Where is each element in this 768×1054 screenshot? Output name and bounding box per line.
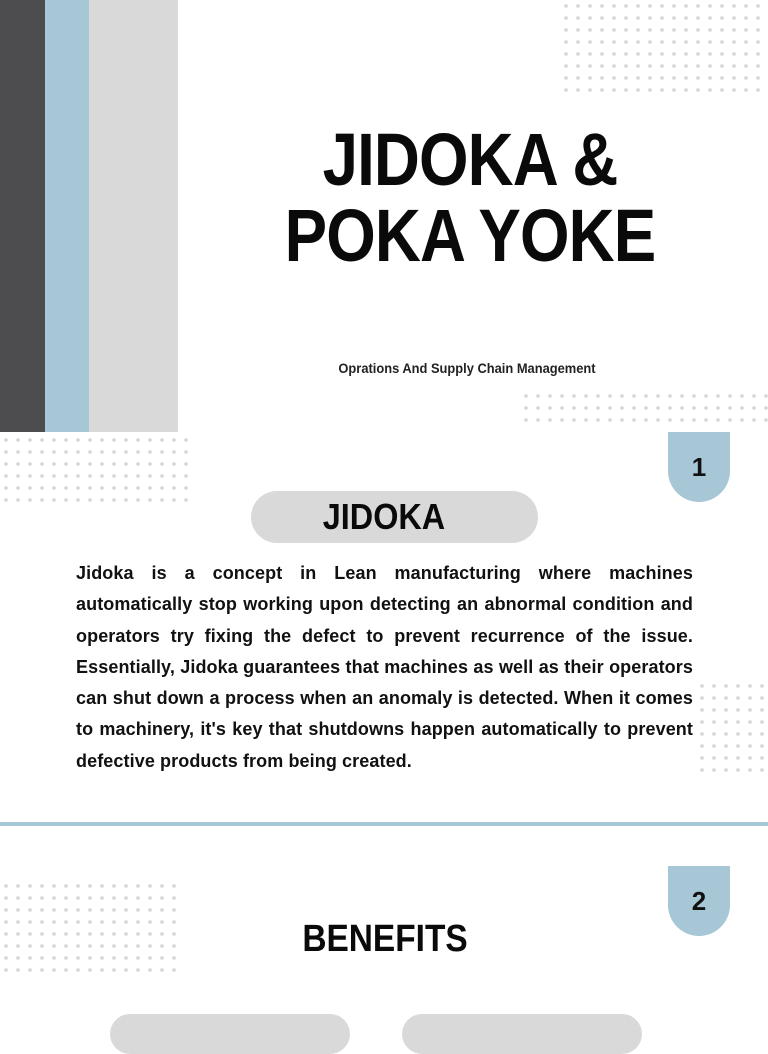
title-line-1: JIDOKA & <box>322 118 618 201</box>
section-heading-jidoka: JIDOKA <box>322 496 446 537</box>
section-divider <box>0 822 768 826</box>
stripe-blue <box>45 0 89 432</box>
page-number: 1 <box>691 451 707 482</box>
stripe-dark <box>0 0 45 432</box>
page-number: 2 <box>691 885 707 916</box>
dot-pattern-top-right <box>560 0 768 96</box>
jidoka-description: Jidoka is a concept in Lean manufacturing where machines automatically stop working upon detecting an abnormal condition and operators try fixing the defect to prevent recurrence of the issue. Essentially, Jidoka guarantees that machines as well as their operators can shut down a process when an anomaly is detected. When it comes to machinery, it's key that shutdowns happen automatically to prevent defective products from being created. <box>76 563 693 771</box>
page-number-tab-1 <box>668 432 730 502</box>
dot-pattern-left <box>0 434 196 506</box>
page-title <box>255 118 685 277</box>
page-number-tab-2 <box>668 866 730 936</box>
page-subtitle: Oprations And Supply Chain Management <box>338 360 596 376</box>
title-line-2: POKA YOKE <box>284 194 656 277</box>
benefit-card-1 <box>110 1014 350 1054</box>
dot-pattern-right-body <box>696 680 768 776</box>
dot-pattern-mid-right <box>520 390 768 430</box>
benefit-card-2 <box>402 1014 642 1054</box>
stripe-light <box>89 0 178 432</box>
section-heading-benefits: BENEFITS <box>302 918 468 960</box>
dot-pattern-bottom-left <box>0 880 184 976</box>
